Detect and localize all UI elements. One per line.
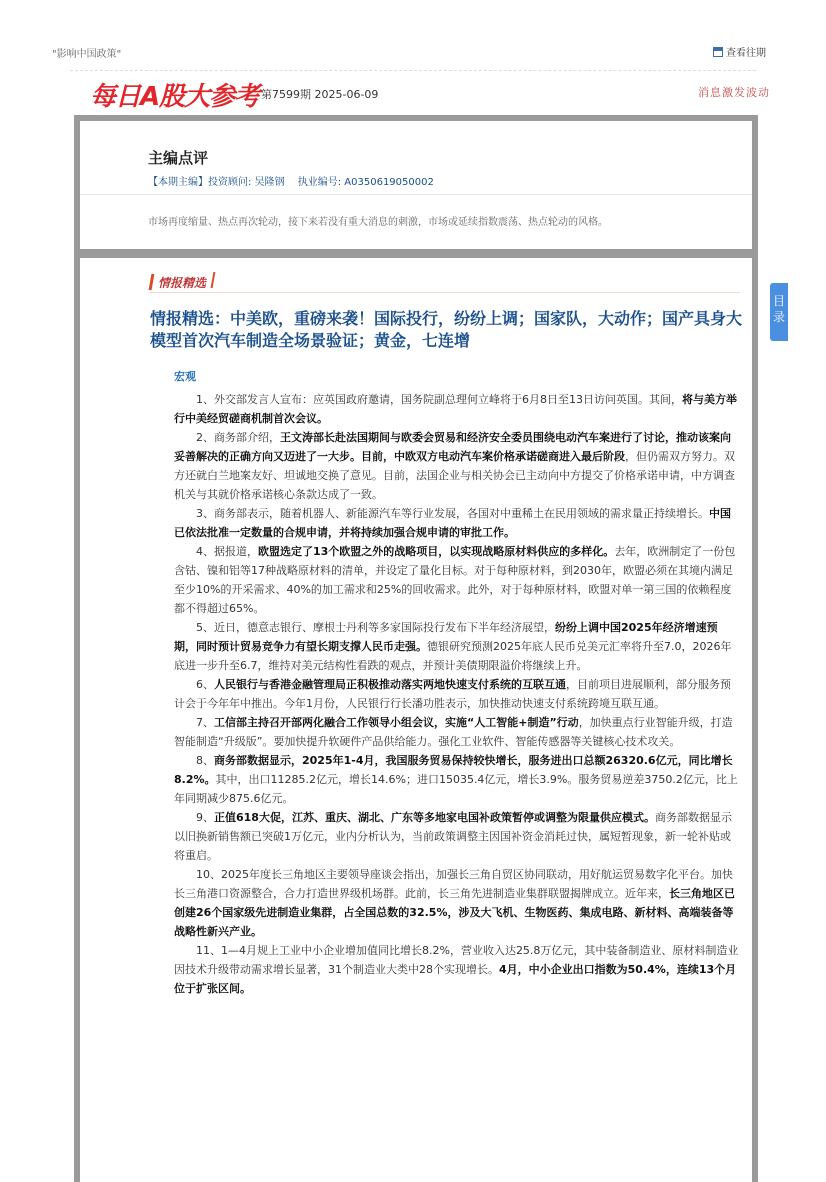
issue-number: 第7599期 2025-06-09 [261, 88, 379, 101]
section-tag [150, 272, 740, 293]
news-panel [74, 252, 758, 1182]
editorial-meta [148, 173, 444, 188]
list-item: 3、商务部表示，随着机器人、新能源汽车等行业发展，各国对中重稀土在民用领域的需求量正持续增长。中国已依法批准一定数量的合规申请，并将持续加强合规申请的审批工作。 [174, 507, 731, 539]
calendar-icon [713, 47, 723, 57]
archive-link[interactable] [713, 44, 766, 59]
list-item: 9、正值618大促，江苏、重庆、湖北、广东等多地家电国补政策暂停或调整为限量供应模式。商务部数据显示以旧换新销售额已突破1万亿元，业内分析认为，当前政策调整主因国补资金消耗过快，属短暂现象，新一轮补贴或将重启。 [174, 811, 732, 862]
toc-tab[interactable]: 目录 [770, 283, 788, 341]
divider [70, 70, 756, 71]
editorial-panel [74, 115, 758, 255]
list-item: 2、商务部介绍，王文涛部长赴法国期间与欧委会贸易和经济安全委员围绕电动汽车案进行了讨论，推动该案向妥善解决的正确方向又迈进了一大步。目前，中欧双方电动汽车案价格承诺磋商进入最后阶段，但仍需双方努力。双方还就白兰地案友好、坦诚地交换了意见。目前，法国企业与相关协会已主动向中方提交了价格承诺申请，中方调查机关与其就价格承诺核心条款达成了一致。 [174, 431, 735, 501]
masthead-slogan: 消息激发波动 [698, 86, 770, 99]
list-item: 8、商务部数据显示，2025年1-4月，我国服务贸易保持较快增长，服务进出口总额26320.6亿元，同比增长8.2%。其中，出口11285.2亿元，增长14.6%；进口15035.4亿元，增长3.9%。服务贸易逆差3750.2亿元，比上年同期减少875.6亿元。 [174, 754, 738, 805]
divider [80, 194, 752, 195]
news-body [174, 390, 739, 998]
editor-name: 【本期主编】投资顾问: 吴隆钢 [148, 177, 285, 188]
headline: 情报精选：中美欧，重磅来袭！国际投行，纷纷上调；国家队，大动作；国产具身大模型首次汽车制造全场景验证；黄金，七连增 [150, 309, 743, 350]
sub-head: 宏观 [174, 370, 196, 383]
list-item: 6、人民银行与香港金融管理局正积极推动落实两地快速支付系统的互联互通，目前项目进展顺利，部分服务预计会于今年年中推出。今年1月份，人民银行行长潘功胜表示，加快推动快速支付系统跨境互联互通。 [174, 678, 731, 710]
archive-label: 查看往期 [726, 48, 766, 59]
list-item: 5、近日，德意志银行、摩根士丹利等多家国际投行发布下半年经济展望，纷纷上调中国2025年经济增速预期，同时预计贸易竞争力有望长期支撑人民币走强。德银研究预测2025年底人民币兑美元汇率将升至7.0，2026年底进一步升至6.7，维持对美元结构性看跌的观点，并预计美债期限溢价将继续上升。 [174, 621, 732, 672]
editorial-comment: 市场再度缩量、热点再次轮动，接下来若没有重大消息的刺激，市场或延续指数震荡、热点轮动的风格。 [148, 217, 608, 228]
brand-logo: 每日A股大参考 [90, 82, 260, 112]
tagline: "影响中国政策" [52, 49, 122, 60]
editor-license: 执业编号: A0350619050002 [297, 177, 434, 188]
section-tag-label: 情报精选 [158, 276, 207, 290]
list-item: 1、外交部发言人宣布：应英国政府邀请，国务院副总理何立峰将于6月8日至13日访问英国。其间，将与美方举行中美经贸磋商机制首次会议。 [174, 393, 737, 425]
list-item: 10、2025年度长三角地区主要领导座谈会指出，加强长三角自贸区协同联动，用好航运贸易数字化平台。加快长三角港口资源整合，合力打造世界级机场群。此前，长三角先进制造业集群联盟揭牌成立。近年来，长三角地区已创建26个国家级先进制造业集群，占全国总数的32.5%，涉及大飞机、生物医药、集成电路、新材料、高端装备等战略性新兴产业。 [174, 868, 735, 938]
tag-accent-icon [149, 274, 155, 290]
editorial-title: 主编点评 [148, 149, 209, 167]
list-item: 4、据报道，欧盟选定了13个欧盟之外的战略项目，以实现战略原材料供应的多样化。去年，欧洲制定了一份包含钴、镍和铝等17种战略原材料的清单，并设定了量化目标。对于每种原材料，到2030年，欧盟必须在其境内满足至少10%的开采需求、40%的加工需求和25%的回收需求。此外，对于每种原材料，欧盟对单一第三国的依赖程度都不得超过65%。 [174, 545, 736, 615]
masthead [90, 76, 770, 112]
list-item: 11、1—4月规上工业中小企业增加值同比增长8.2%，营业收入达25.8万亿元，其中装备制造业、原材料制造业因技术升级带动需求增长显著，31个制造业大类中28个实现增长。4月，中小企业出口指数为50.4%，连续13个月位于扩张区间。 [174, 944, 739, 995]
tag-accent-icon [211, 272, 216, 288]
list-item: 7、工信部主持召开部两化融合工作领导小组会议，实施“人工智能+制造”行动，加快重点行业智能升级，打造智能制造“升级版”。要加快提升软硬件产品供给能力。强化工业软件、智能传感器等关键核心技术攻关。 [174, 716, 733, 748]
